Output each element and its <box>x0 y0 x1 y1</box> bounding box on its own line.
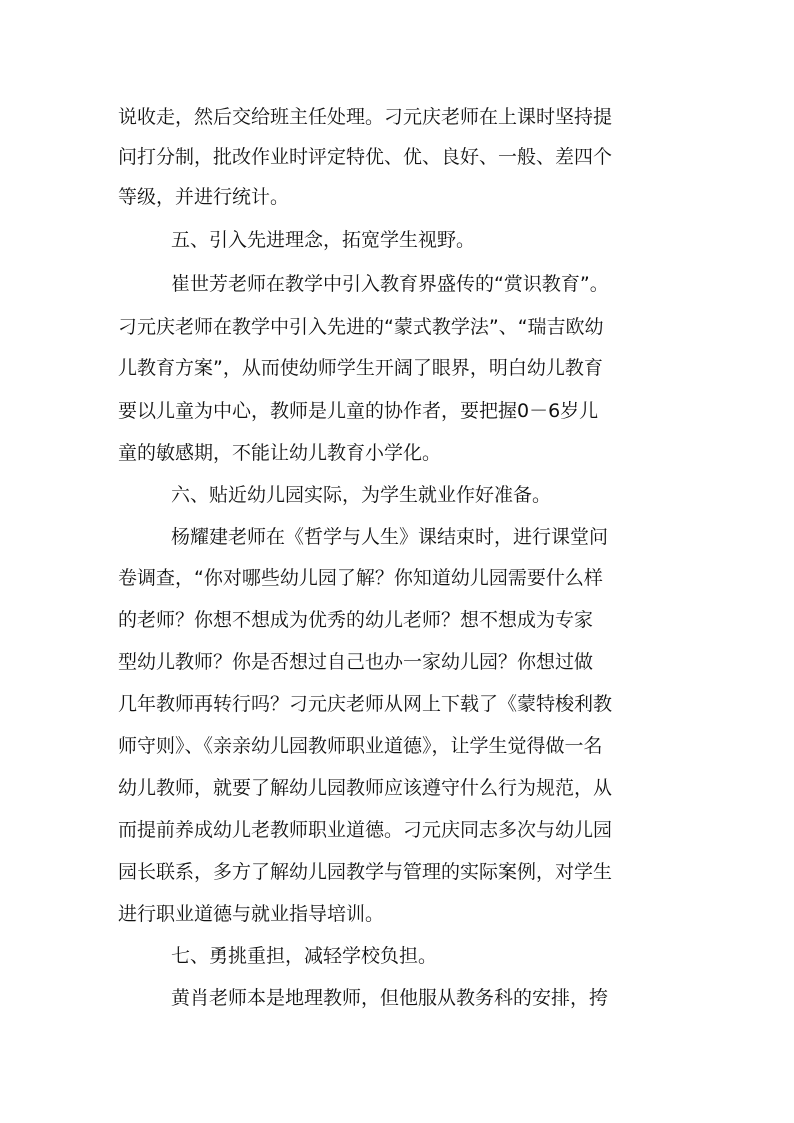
paragraph-line: 型幼儿教师？你是否想过自己也办一家幼儿园？你想过做 <box>118 651 594 673</box>
paragraph-line: 师守则》、《亲亲幼儿园教师职业道德》，让学生觉得做一名 <box>118 735 603 757</box>
paragraph-line: 刁元庆老师在教学中引入先进的“蒙式教学法”、“瑞吉欧幼 <box>118 316 604 338</box>
paragraph-line: 崔世芳老师在教学中引入教育界盛传的“赏识教育”。 <box>171 273 609 295</box>
section-heading-7: 七、勇挑重担，减轻学校负担。 <box>171 945 438 967</box>
paragraph-line: 黄肖老师本是地理教师，但他服从教务科的安排，挎 <box>171 987 609 1009</box>
paragraph-line: 杨耀建老师在《哲学与人生》课结束时，进行课堂问 <box>171 526 609 548</box>
paragraph-line: 童的敏感期，不能让幼儿教育小学化。 <box>118 442 442 464</box>
section-heading-5: 五、引入先进理念，拓宽学生视野。 <box>171 229 476 251</box>
paragraph-line: 的老师？你想不想成为优秀的幼儿老师？想不想成为专家 <box>118 609 594 631</box>
paragraph-line: 进行职业道德与就业指导培训。 <box>118 903 385 925</box>
paragraph-line: 问打分制，批改作业时评定特优、优、良好、一般、差四个 <box>118 146 613 168</box>
paragraph-line: 等级，并进行统计。 <box>118 186 290 208</box>
paragraph-line: 园长联系，多方了解幼儿园教学与管理的实际案例，对学生 <box>118 861 613 883</box>
section-heading-6: 六、贴近幼儿园实际，为学生就业作好准备。 <box>171 484 552 506</box>
paragraph-line: 幼儿教师，就要了解幼儿园教师应该遵守什么行为规范，从 <box>118 777 613 799</box>
paragraph-line: 而提前养成幼儿老教师职业道德。刁元庆同志多次与幼儿园 <box>118 819 613 841</box>
paragraph-line: 几年教师再转行吗？刁元庆老师从网上下载了《蒙特梭利教 <box>118 693 613 715</box>
paragraph-line: 儿教育方案”，从而使幼师学生开阔了眼界，明白幼儿教育 <box>118 357 603 379</box>
paragraph-line: 卷调查，“你对哪些幼儿园了解？你知道幼儿园需要什么样 <box>118 567 603 589</box>
paragraph-line: 说收走，然后交给班主任处理。刁元庆老师在上课时坚持提 <box>118 106 613 128</box>
paragraph-line: 要以儿童为中心，教师是儿童的协作者，要把握0－6岁儿 <box>118 400 599 422</box>
